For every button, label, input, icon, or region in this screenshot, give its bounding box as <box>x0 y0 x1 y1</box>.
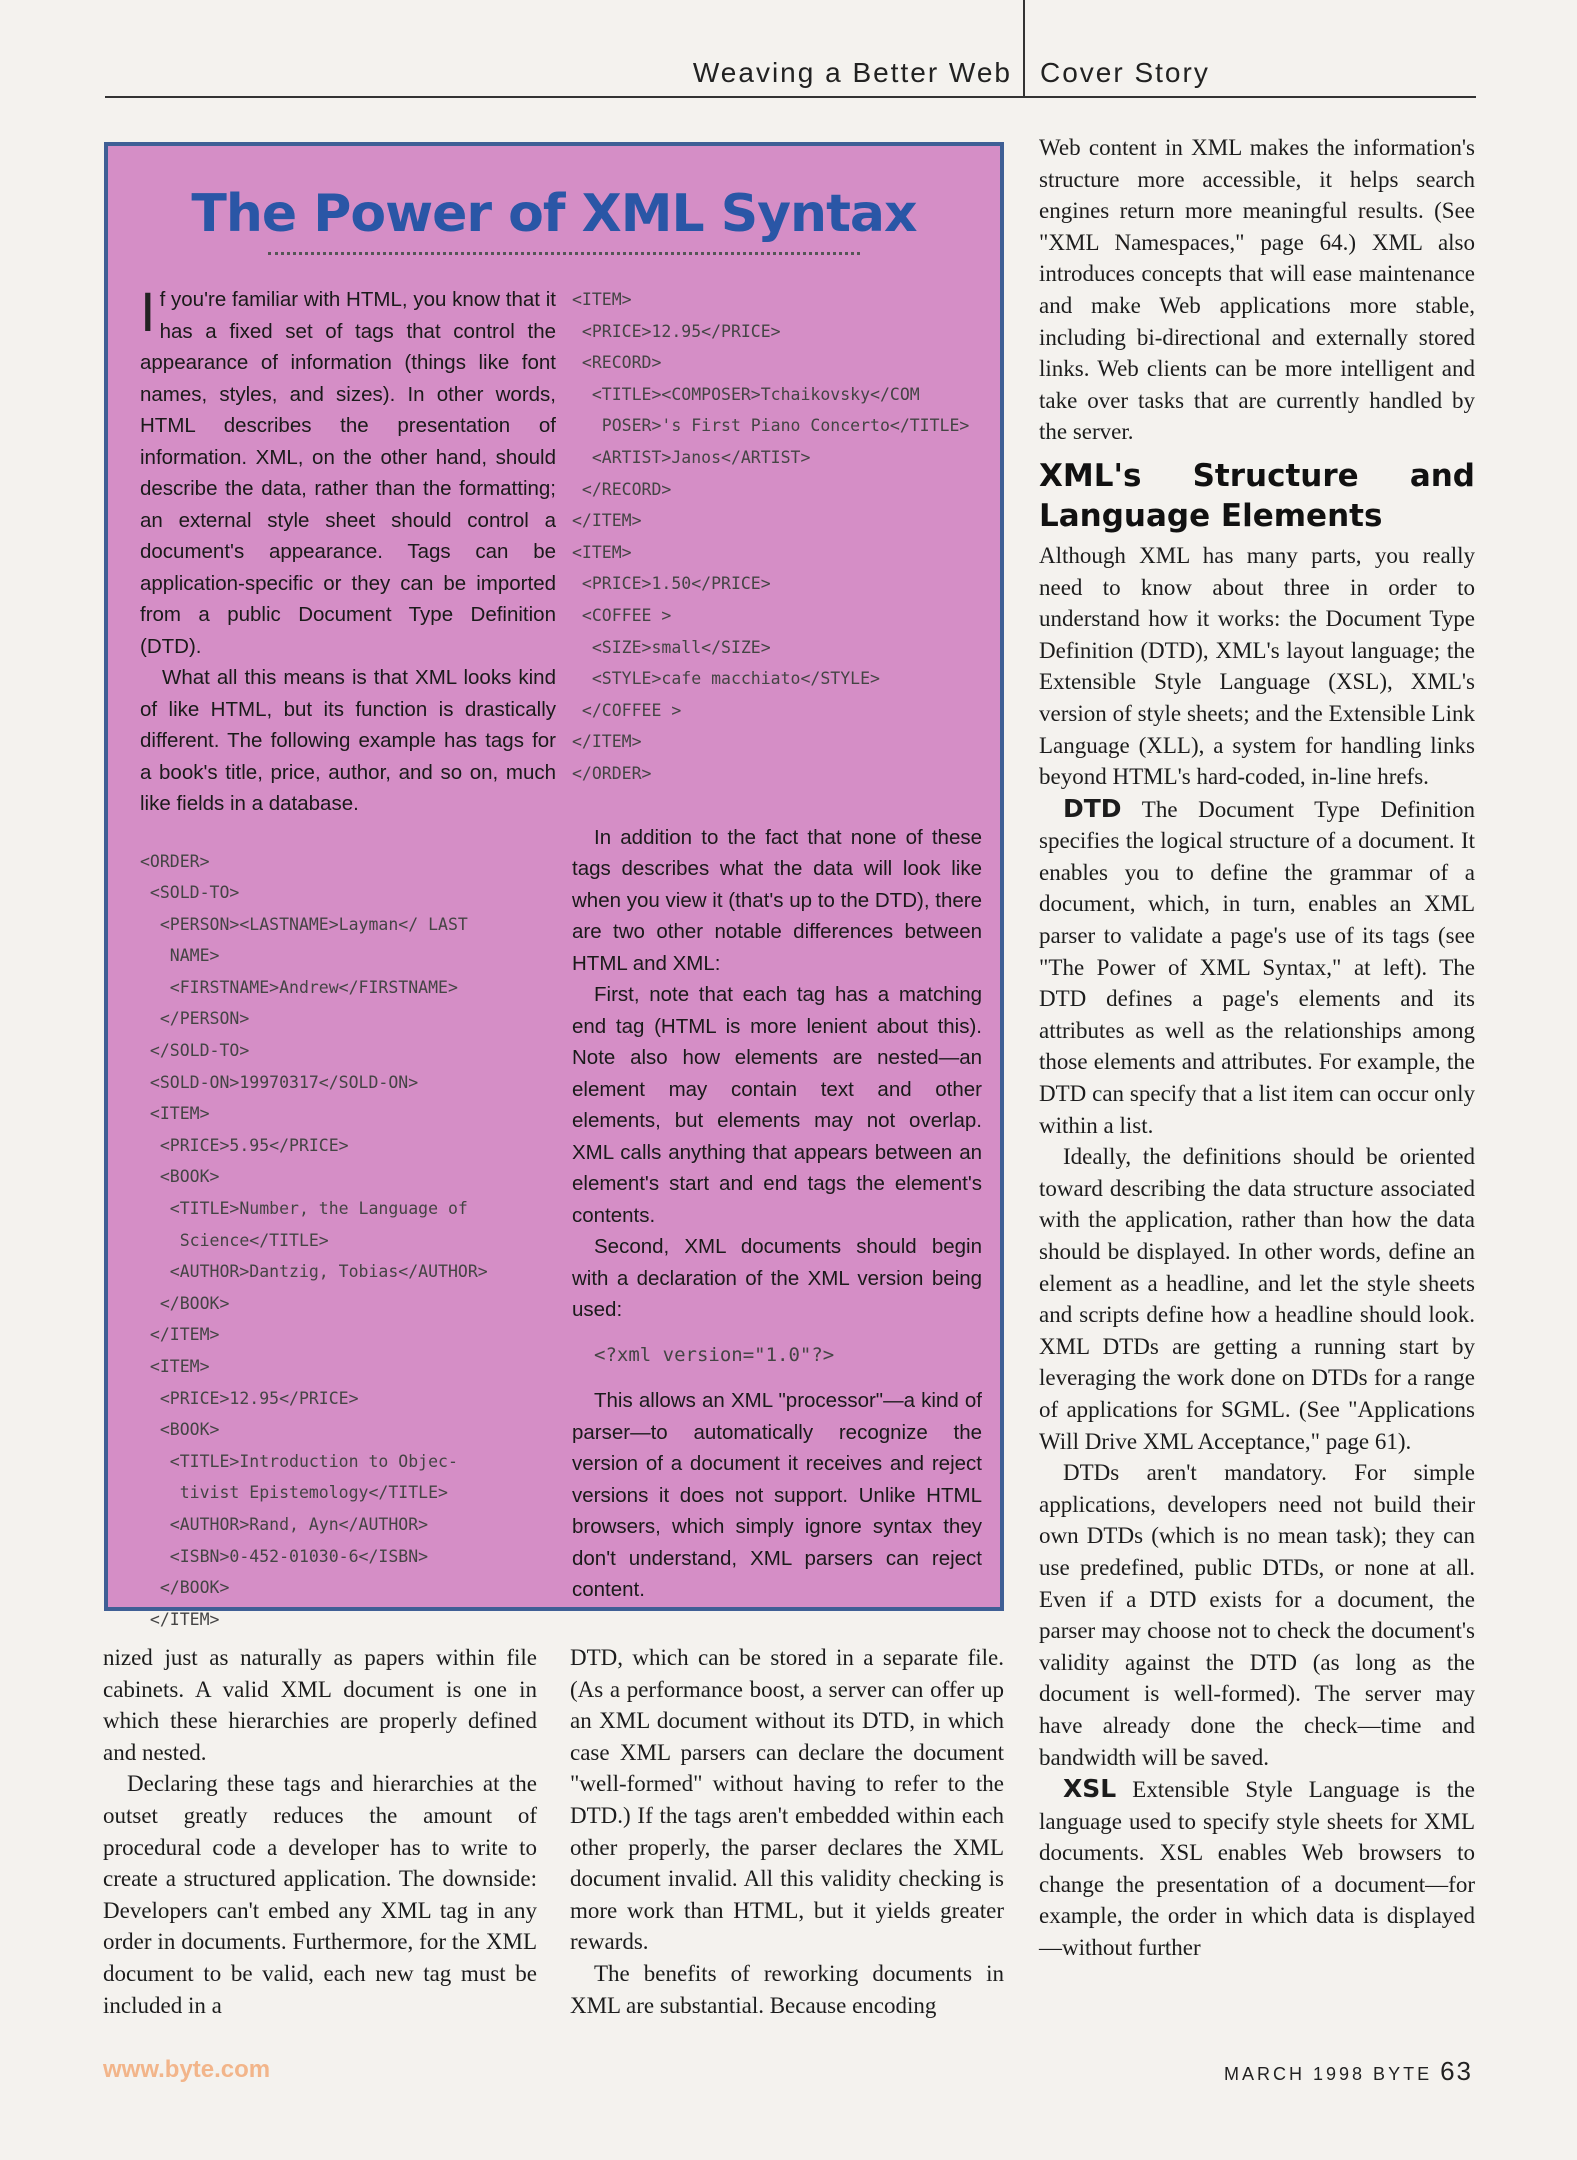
running-head-section: Cover Story <box>1040 57 1210 88</box>
body-paragraph: Declaring these tags and hierarchies at the outset greatly reduces the amount of procedural code a developer has to write to create a structured application. The downside: Developers can't embed any XML tag in any order in documents. Furthermore, for the XML document to be valid, each new tag must be included in a <box>103 1771 537 2018</box>
body-paragraph: Web content in XML makes the information's structure more accessible, it helps search engines return more meaningful results. (See "XML Namespaces," page 64.) XML also introduces concepts that will ease maintenance and make Web applications more stable, including bi-directional and externally stored links. Web clients can be more intelligent and take over tasks that are currently handled by the server. <box>1039 135 1475 445</box>
section-heading: XML's Structure and Language Elements <box>1039 457 1475 534</box>
code-listing: <ORDER> <SOLD-TO> <PERSON><LASTNAME>Layman</ LAST NAME> <FIRSTNAME>Andrew</FIRSTNAME> </PERSON> </SOLD-TO> <SOLD-ON>19970317</SOLD-ON> <ITEM> <PRICE>5.95</PRICE> <BOOK> <TITLE>Number, the Language of Science</TITLE> <AUTHOR>Dantzig, Tobias</AUTHOR> </BOOK> </ITEM> <ITEM> <PRICE>12.95</PRICE> <BOOK> <TITLE>Introduction to Objec- tivist Epistemology</TITLE> <AUTHOR>Rand, Ayn</AUTHOR> <ISBN>0-452-01030-6</ISBN> </BOOK> </ITEM> <box>140 851 488 1629</box>
header-rule <box>105 96 1476 98</box>
page-header <box>0 0 1577 98</box>
footer-issue: MARCH 1998 BYTE <box>1224 2064 1433 2084</box>
running-head-title: Weaving a Better Web <box>692 57 1012 88</box>
sidebar-title-rule <box>268 252 860 255</box>
sidebar-paragraph-text: f you're familiar with HTML, you know that it has a fixed set of tags that control the appearance of information (things like font names, styles, and sizes). In other words, HTML describes the presentation of information. XML, on the other hand, should describe the data, rather than the formatting; an external style sheet should control a document's appearance. Tags can be application-specific or they can be imported from a public Document Type Definition (DTD). <box>140 288 556 658</box>
footer-url[interactable]: www.byte.com <box>103 2056 271 2083</box>
sidebar-paragraph: What all this means is that XML looks kind of like HTML, but its function is drastically different. The following example has tags for a book's title, price, author, and so on, much like fields in a database. <box>140 666 556 815</box>
code-declaration: <?xml version="1.0"?> <box>594 1343 835 1366</box>
body-paragraph <box>1039 1773 1475 1964</box>
body-paragraph: Ideally, the definitions should be oriented toward describing the data structure associated with the application, rather than how the data should be displayed. In other words, define an element as a headline, and let the style sheets and scripts define how a headline should look. XML DTDs are getting a running start by leveraging the work done on DTDs for a range of applications for SGML. (See "Applications Will Drive XML Acceptance," page 61). <box>1039 1144 1475 1454</box>
body-paragraph: The benefits of reworking documents in XML are substantial. Because encoding <box>570 1960 1004 2018</box>
drop-cap: I <box>140 280 156 343</box>
sidebar-paragraph <box>140 280 556 662</box>
sidebar-paragraph: First, note that each tag has a matching end tag (HTML is more lenient about this). Note also how elements are nested—an element may contain text and other elements, but elements may not overlap. XML calls anything that appears between an element's start and end tags the element's contents. <box>572 983 982 1227</box>
body-paragraph-text: The Document Type Definition specifies the logical structure of a document. It enables you to define the grammar of a document, which, in turn, enables an XML parser to validate a page's use of its tags (see "The Power of XML Syntax," at left). The DTD defines a page's elements and its attributes as well as the relationships among those elements and attributes. For example, the DTD can specify that a list item can occur only within a list. <box>1039 796 1475 1138</box>
body-column-3 <box>1039 132 1475 1964</box>
body-column-2 <box>570 1642 1004 2021</box>
sidebar-title: The Power of XML Syntax <box>191 184 917 244</box>
sidebar-column-right <box>572 284 982 1606</box>
body-column-1 <box>103 1642 537 2021</box>
sidebar-paragraph: Second, XML documents should begin with a declaration of the XML version being used: <box>572 1235 982 1321</box>
sidebar-paragraph: In addition to the fact that none of these tags describes what the data will look like when you view it (that's up to the DTD), there are two other notable differences between HTML and XML: <box>572 825 982 975</box>
sidebar-box <box>104 142 1004 1629</box>
sidebar-paragraph: This allows an XML "processor"—a kind of parser—to automatically recognize the version of a document it receives and reject versions it does not support. Unlike HTML browsers, which simply ignore syntax they don't understand, XML parsers can reject content. <box>572 1389 982 1602</box>
body-paragraph: DTD, which can be stored in a separate file. (As a performance boost, a server can offer up an XML document without its DTD, in which case XML parsers can declare the document "well-formed" without having to refer to the DTD.) If the tags aren't embedded within each other properly, the parser declares the XML document invalid. All this validity checking is more work than HTML, but it yields greater rewards. <box>570 1645 1004 1955</box>
body-paragraph: DTDs aren't mandatory. For simple applications, developers need not build their own DTDs (which is no mean task); they can use predefined, public DTDs, or none at all. Even if a DTD exists for a document, the parser may choose not to check the document's validity against the DTD (as long as the document is well-formed). The server may have already done the check—time and bandwidth will be saved. <box>1039 1460 1475 1770</box>
run-in-heading-xsl: XSL <box>1063 1774 1117 1804</box>
page-number: 63 <box>1440 2056 1473 2086</box>
body-paragraph: nized just as naturally as papers within file cabinets. A valid XML document is one in which these hierarchies are properly defined and nested. <box>103 1645 537 1765</box>
body-paragraph <box>1039 793 1475 1142</box>
code-listing: <ITEM> <PRICE>12.95</PRICE> <RECORD> <TITLE><COMPOSER>Tchaikovsky</COM POSER>'s First Piano Concerto</TITLE> <ARTIST>Janos</ARTIST> </RECORD> </ITEM> <ITEM> <PRICE>1.50</PRICE> <COFFEE > <SIZE>small</SIZE> <STYLE>cafe macchiato</STYLE> </COFFEE > </ITEM> </ORDER> <box>572 290 970 783</box>
footer-folio <box>1224 2056 1473 2087</box>
body-paragraph: Although XML has many parts, you really need to know about three in order to understand how it works: the Document Type Definition (DTD), XML's layout language; the Extensible Style Language (XSL), XML's version of style sheets; and the Extensible Link Language (XLL), a system for handling links beyond HTML's hard-coded, in-line hrefs. <box>1039 542 1475 790</box>
header-divider <box>1023 0 1025 97</box>
sidebar-column-left <box>140 280 556 1635</box>
body-paragraph-text: Extensible Style Language is the language used to specify style sheets for XML documents. XSL enables Web browsers to change the presentation of a document—for example, the order in which data is displayed—without further <box>1039 1777 1475 1961</box>
run-in-heading-dtd: DTD <box>1063 793 1122 823</box>
